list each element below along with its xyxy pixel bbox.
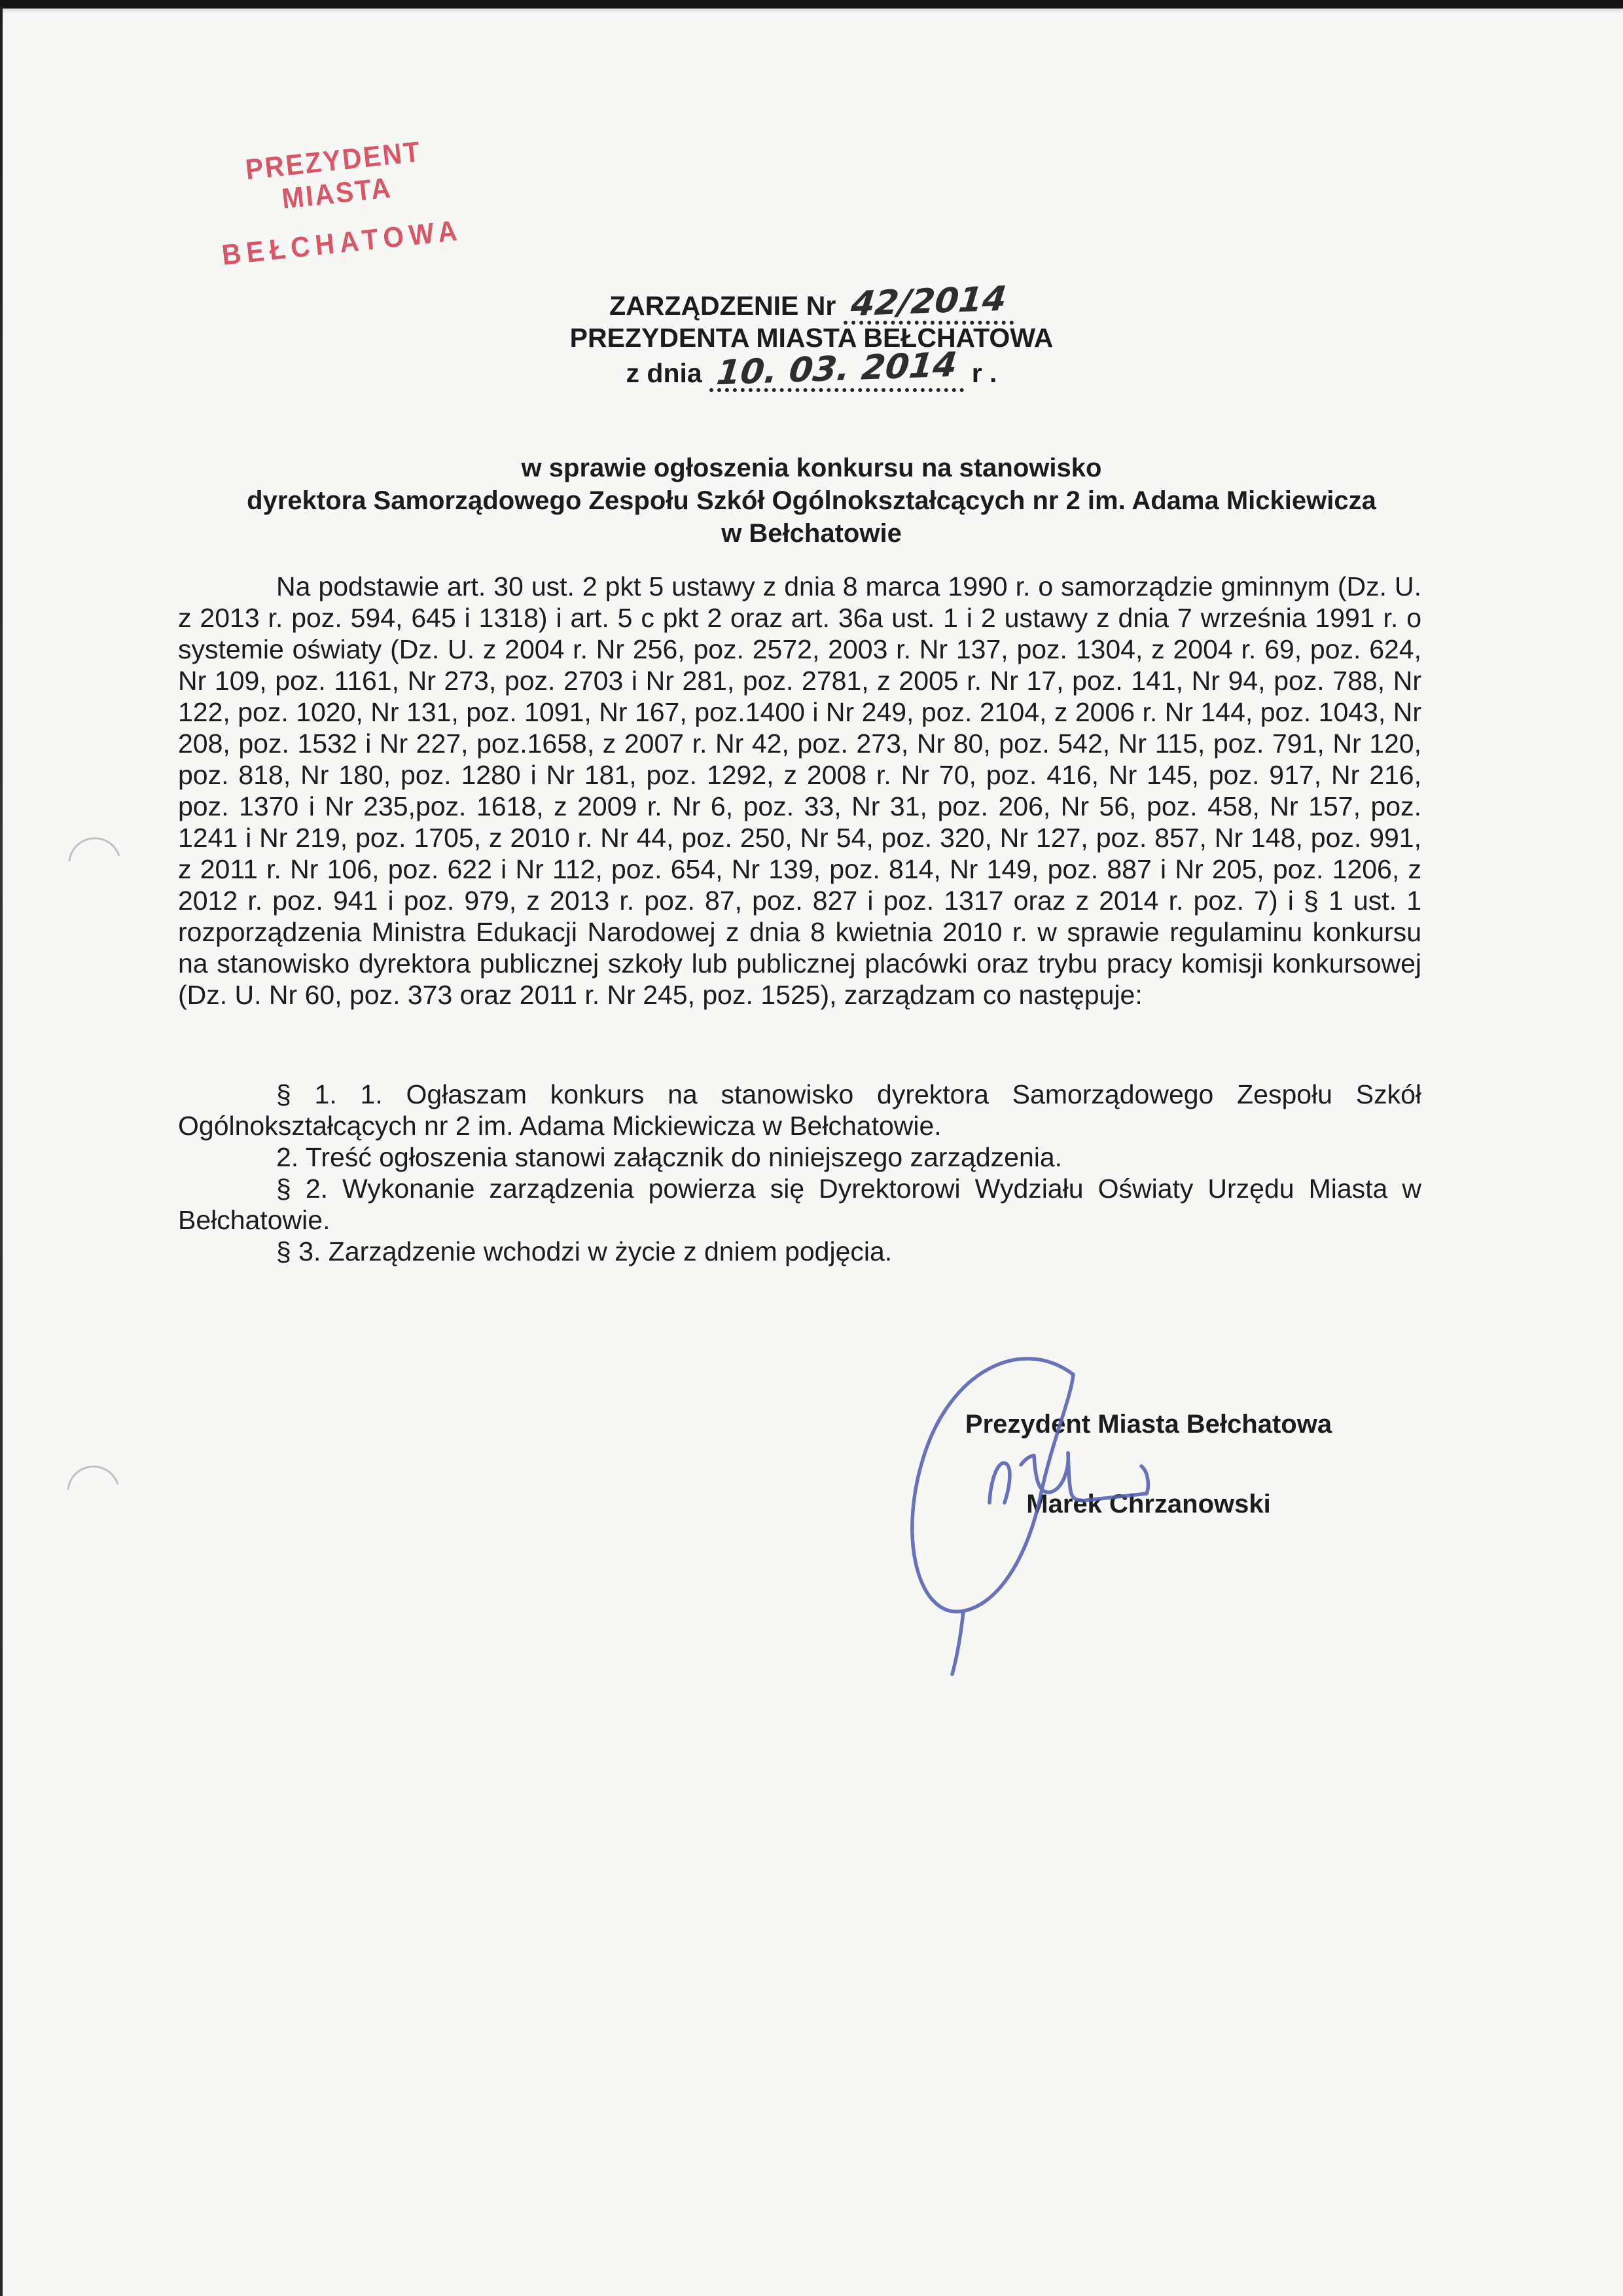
ordinance-number-line: [0, 279, 1623, 325]
subject-line2: dyrektora Samorządowego Zespołu Szkół Ogólnokształcących nr 2 im. Adama Mickiewicza: [247, 486, 1376, 515]
signature-block: [923, 1408, 1374, 1520]
stamp-line1: PREZYDENT MIASTA: [243, 135, 423, 215]
section-2-paragraph: § 2. Wykonanie zarządzenia powierza się Dyrektorowi Wydziału Oświaty Urzędu Miasta w Bełchatowie.: [178, 1174, 1421, 1235]
date-dotted-line: [709, 345, 964, 393]
signatory-name: Marek Chrzanowski: [1026, 1490, 1271, 1518]
section-1-paragraph: § 1. 1. Ogłaszam konkurs na stanowisko dyrektora Samorządowego Zespołu Szkół Ogólnokształcących nr 2 im. Adama Mickiewicza w Bełchatowie.: [178, 1079, 1421, 1141]
date-suffix: r .: [971, 358, 997, 388]
issuer-line: PREZYDENTA MIASTA BEŁCHATOWA: [569, 323, 1054, 353]
subject-block: [0, 452, 1623, 550]
section-3-paragraph: § 3. Zarządzenie wchodzi w życie z dniem podjęcia.: [276, 1236, 893, 1266]
mayor-stamp: [191, 130, 484, 274]
signatory-role: Prezydent Miasta Bełchatowa: [965, 1410, 1332, 1439]
ordinance-number-handwritten: 42/2014: [849, 279, 1008, 325]
scan-edge-top: [0, 0, 1623, 9]
punch-hole-marks: [68, 838, 119, 1490]
subject-line3: w Bełchatowie: [721, 519, 902, 548]
date-line: [0, 345, 1623, 393]
stamp-line2: BEŁCHATOWA: [220, 214, 464, 272]
date-label: z dnia: [626, 358, 702, 388]
ordinance-number-dotted-line: [844, 279, 1014, 325]
ordinance-number-label: ZARZĄDZENIE Nr: [609, 291, 836, 321]
sections-block: [178, 1079, 1421, 1267]
title-block: [0, 279, 1623, 393]
section-1-point-2: 2. Treść ogłoszenia stanowi załącznik do niniejszego zarządzenia.: [276, 1142, 1063, 1172]
date-handwritten: 10. 03. 2014: [715, 345, 959, 393]
legal-basis-paragraph: Na podstawie art. 30 ust. 2 pkt 5 ustawy z dnia 8 marca 1990 r. o samorządzie gminnym (Dz. U. z 2013 r. poz. 594, 645 i 1318) i art. 5 c pkt 2 oraz art. 36a ust. 1 i 2 ustawy z dnia 7 września 1991 r. o systemie oświaty (Dz. U. z 2004 r. Nr 256, poz. 2572, 2003 r. Nr 137, poz. 1304, z 2004 r. 69, poz. 624, Nr 109, poz. 1161, Nr 273, poz. 2703 i Nr 281, poz. 2781, z 2005 r. Nr 17, poz. 141, Nr 94, poz. 788, Nr 122, poz. 1020, Nr 131, poz. 1091, Nr 167, poz.1400 i Nr 249, poz. 2104, z 2006 r. Nr 144, poz. 1043, Nr 208, poz. 1532 i Nr 227, poz.1658, z 2007 r. Nr 42, poz. 273, Nr 80, poz. 542, Nr 115, poz. 791, Nr 120, poz. 818, Nr 180, poz. 1280 i Nr 181, poz. 1292, z 2008 r. Nr 70, poz. 416, Nr 145, poz. 917, Nr 216, poz. 1370 i Nr 235,poz. 1618, z 2009 r. Nr 6, poz. 33, Nr 31, poz. 206, Nr 56, poz. 458, Nr 157, poz. 1241 i Nr 219, poz. 1705, z 2010 r. Nr 44, poz. 250, Nr 54, poz. 320, Nr 127, poz. 857, Nr 148, poz. 991, z 2011 r. Nr 106, poz. 622 i Nr 112, poz. 654, Nr 139, poz. 814, Nr 149, poz. 887 i Nr 205, poz. 1206, z 2012 r. poz. 941 i poz. 979, z 2013 r. poz. 87, poz. 827 i poz. 1317 oraz z 2014 r. poz. 7) i § 1 ust. 1 rozporządzenia Ministra Edukacji Narodowej z dnia 8 kwietnia 2010 r. w sprawie regulaminu konkursu na stanowisko dyrektora publicznej szkoły lub publicznej placówki oraz trybu pracy komisji konkursowej (Dz. U. Nr 60, poz. 373 oraz 2011 r. Nr 245, poz. 1525), zarządzam co następuje:: [178, 571, 1421, 1010]
subject-line1: w sprawie ogłoszenia konkursu na stanowisko: [521, 454, 1102, 482]
